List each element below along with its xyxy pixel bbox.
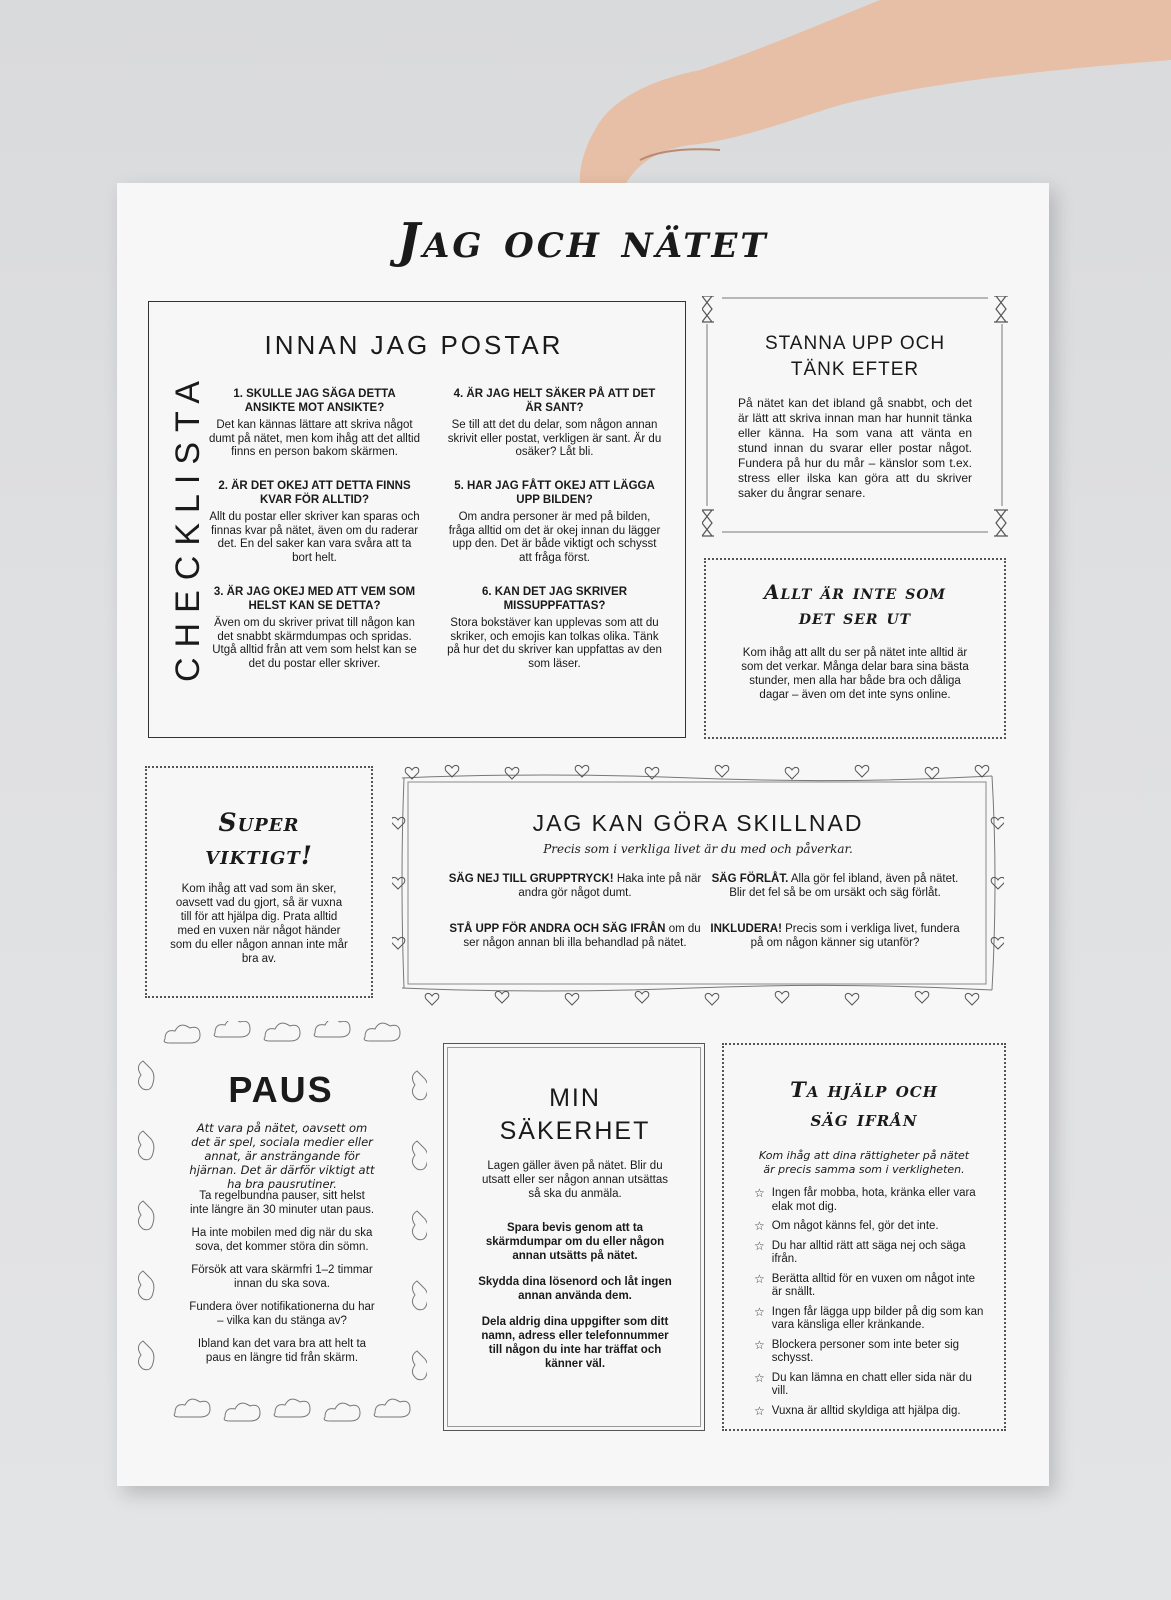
sakerhet-point: Dela aldrig dina uppgifter som ditt namn, adress eller telefonnummer till någon du inte har träffat och känner väl. [481, 1316, 669, 1370]
paus-tip: Försök att vara skärmfri 1–2 timmar innan du ska sova. [191, 1264, 373, 1290]
sakerhet-points [474, 1221, 676, 1380]
skillnad-item: INKLUDERA! Precis som i verkliga livet, fundera på om någon känner sig utanför? [710, 923, 960, 949]
super-heading: Super viktigt! [205, 808, 313, 870]
star-icon: ☆ [754, 1403, 765, 1418]
hjalp-item: ☆ Blockera personer som inte beter sig schysst. [754, 1337, 960, 1364]
checklist-question: 6. KAN DET JAG SKRIVER MISSUPPFATTAS? Stora bokstäver kan upplevas som att du skriker, och emojis kan tolkas olika. Tänk på hur det du skriver kan uppfattas av den som läser. [447, 586, 662, 670]
hjalp-item: ☆ Om något känns fel, gör det inte. [754, 1219, 939, 1233]
hjalp-item: ☆ Ingen får mobba, hota, kränka eller vara elak mot dig. [754, 1186, 976, 1213]
hjalp-item: ☆ Ingen får lägga upp bilder på dig som kan vara känsliga eller kränkande. [754, 1304, 984, 1331]
paus-tip: Ha inte mobilen med dig när du ska sova, det kommer störa din sömn. [191, 1227, 373, 1253]
skillnad-item: SÄG FÖRLÅT. Alla gör fel ibland, även på nätet. Blir det fel så be om ursäkt och säg förlåt. [711, 873, 959, 899]
star-icon: ☆ [754, 1219, 765, 1233]
paus-tip: Ibland kan det vara bra att helt ta paus en längre tid från skärm. [197, 1338, 367, 1364]
hjalp-item: ☆ Du har alltid rätt att säga nej och säga ifrån. [754, 1238, 966, 1265]
hjalp-list [754, 1187, 984, 1424]
allt-text: Kom ihåg att allt du ser på nätet inte alltid är som det verkar. Många delar bara sina bästa stunder, men alla har både bra och dåliga dagar – även om det inte syns online. [741, 647, 969, 701]
checklist-question: 3. ÄR JAG OKEJ MED ATT VEM SOM HELST KAN SE DETTA? Även om du skriver privat till någon kan det snabbt skärmdumpas och spridas. Utgå alltid från att vem som helst kan se det du postar eller skriver. [212, 586, 417, 670]
stanna-text: På nätet kan det ibland gå snabbt, och det är lätt att skriva innan man har hunnit tänka eller känna. Ha som vana att vänta en stund innan du svarar eller postar något. Fundera på hur du mår – känslor som t.ex. stress eller ilska kan göra att du skriver saker du ångrar senare. [738, 396, 972, 500]
sakerhet-box [443, 1043, 705, 1431]
paus-intro: Att vara på nätet, oavsett om det är spel, sociala medier eller annat, är ansträngande för hjärnan. Det är därför viktigt att ha bra pausrutiner. [189, 1121, 375, 1191]
star-icon: ☆ [754, 1337, 765, 1352]
poster-title: Jag och nätet [397, 213, 769, 269]
stanna-box [702, 296, 1008, 538]
skillnad-item: SÄG NEJ TILL GRUPPTRYCK! Haka inte på när andra gör något dumt. [448, 873, 702, 899]
paus-tip: Ta regelbundna pauser, sitt helst inte längre än 30 minuter utan paus. [189, 1190, 375, 1216]
checklist-question: 5. HAR JAG FÅTT OKEJ ATT LÄGGA UPP BILDEN? Om andra personer är med på bilden, fråga alltid om det är okej innan du lägger upp den. Det är både viktigt och schysst att fråga först. [448, 480, 661, 564]
skillnad-box [392, 760, 1004, 1006]
paus-box [135, 1021, 427, 1431]
super-text: Kom ihåg att vad som än sker, oavsett vad du gjort, så är vuxna till för att hjälpa dig. Prata alltid med en vuxen när något händer som du eller någon annan inte mår bra av. [170, 883, 348, 965]
hjalp-item: ☆ Vuxna är alltid skyldiga att hjälpa dig. [754, 1403, 961, 1418]
paus-heading: PAUS [228, 1069, 334, 1110]
checklist-heading: INNAN JAG POSTAR [264, 330, 564, 360]
star-icon: ☆ [754, 1238, 765, 1253]
hjalp-heading: Ta hjälp och säg ifrån [790, 1077, 938, 1131]
sakerhet-point: Skydda dina lösenord och låt ingen annan använda dem. [478, 1276, 672, 1302]
sakerhet-heading: MIN SÄKERHET [499, 1084, 651, 1145]
hjalp-item: ☆ Berätta alltid för en vuxen om något inte är snällt. [754, 1271, 976, 1298]
sakerhet-point: Spara bevis genom att ta skärmdumpar om du eller någon annan utsätts på nätet. [485, 1222, 665, 1262]
paus-tips [189, 1189, 375, 1374]
hjalp-item: ☆ Du kan lämna en chatt eller sida när du vill. [754, 1370, 972, 1397]
star-icon: ☆ [754, 1271, 765, 1286]
checklist-question: 4. ÄR JAG HELT SÄKER PÅ ATT DET ÄR SANT? Se till att det du delar, som någon annan skrivit eller postat, verkligen är sant. Är du osäker? Låt bli. [447, 388, 662, 458]
star-icon: ☆ [754, 1370, 765, 1385]
checklist-box [148, 301, 686, 738]
skillnad-subheading: Precis som i verkliga livet är du med och påverkar. [543, 842, 853, 856]
checklist-vertical-label: CHECKLISTA [169, 371, 207, 682]
hand-illustration [0, 0, 1171, 200]
hjalp-box [722, 1043, 1006, 1431]
poster [117, 183, 1049, 1486]
checklist-question: 1. SKULLE JAG SÄGA DETTA ANSIKTE MOT ANSIKTE? Det kan kännas lättare att skriva något dumt på nätet, men kom ihåg att det alltid finns en person bakom skärmen. [209, 388, 420, 458]
star-icon: ☆ [754, 1304, 765, 1319]
skillnad-item: STÅ UPP FÖR ANDRA OCH SÄG IFRÅN om du ser någon annan bli illa behandlad på nätet. [449, 923, 701, 949]
allt-heading: Allt är inte som det ser ut [763, 580, 947, 629]
skillnad-heading: JAG KAN GÖRA SKILLNAD [532, 810, 864, 836]
super-box [145, 766, 373, 998]
stanna-heading: STANNA UPP OCH TÄNK EFTER [764, 333, 946, 380]
paus-tip: Fundera över notifikationerna du har – vilka kan du stänga av? [189, 1301, 375, 1327]
sakerhet-intro: Lagen gäller även på nätet. Blir du utsatt eller ser någon annan utsättas så ska du anmäla. [481, 1160, 669, 1200]
allt-box [704, 558, 1006, 739]
hjalp-intro: Kom ihåg att dina rättigheter på nätet är precis samma som i verkligheten. [758, 1149, 970, 1176]
checklist-question: 2. ÄR DET OKEJ ATT DETTA FINNS KVAR FÖR ALLTID? Allt du postar eller skriver kan sparas och finnas kvar på nätet, även om du raderar det. En del saker kan vara svåra att ta bort helt. [209, 480, 420, 564]
star-icon: ☆ [754, 1186, 765, 1200]
